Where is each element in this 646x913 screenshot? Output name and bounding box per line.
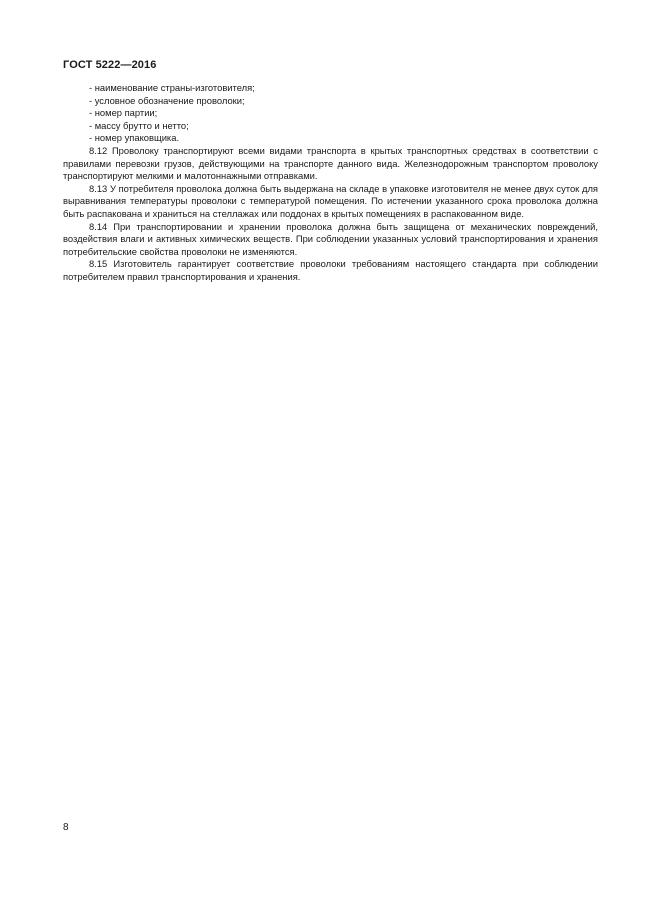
paragraph-8-12: 8.12 Проволоку транспортируют всеми видами транспорта в крытых транспортных средствах в соответствии с правилами перевозки грузов, действующими на транспорте данного вида. Железнодорожным транспортом проволоку транспортируют мелкими и малотоннажными отправками. <box>63 144 598 182</box>
standard-code-header: ГОСТ 5222—2016 <box>63 59 157 71</box>
paragraph-8-13: 8.13 У потребителя проволока должна быть выдержана на складе в упаковке изготовителя не менее двух суток для выравнивания температуры проволоки с температурой помещения. По истечении указанного срока проволока должна быть распакована и храниться на стеллажах или поддонах в крытых помещениях в распакованном виде. <box>63 182 598 219</box>
marking-list-item: - условное обозначение проволоки; <box>89 94 245 106</box>
marking-list-item: - массу брутто и нетто; <box>89 119 189 131</box>
marking-list-item: - наименование страны-изготовителя; <box>89 82 255 93</box>
paragraph-8-15: 8.15 Изготовитель гарантирует соответствие проволоки требованиям настоящего стандарта при соблюдении потребителем правил транспортирования и хранения. <box>63 258 598 282</box>
marking-list-item: - номер упаковщика. <box>89 132 180 144</box>
page-body <box>63 82 598 284</box>
page-number: 8 <box>63 822 69 833</box>
marking-list-item: - номер партии; <box>89 107 158 119</box>
paragraph-8-14: 8.14 При транспортировании и хранении проволока должна быть защищена от механических повреждений, воздействия влаги и активных химических веществ. При соблюдении указанных условий транспортирования и хранения потребительские свойства проволоки не изменяются. <box>63 220 598 257</box>
